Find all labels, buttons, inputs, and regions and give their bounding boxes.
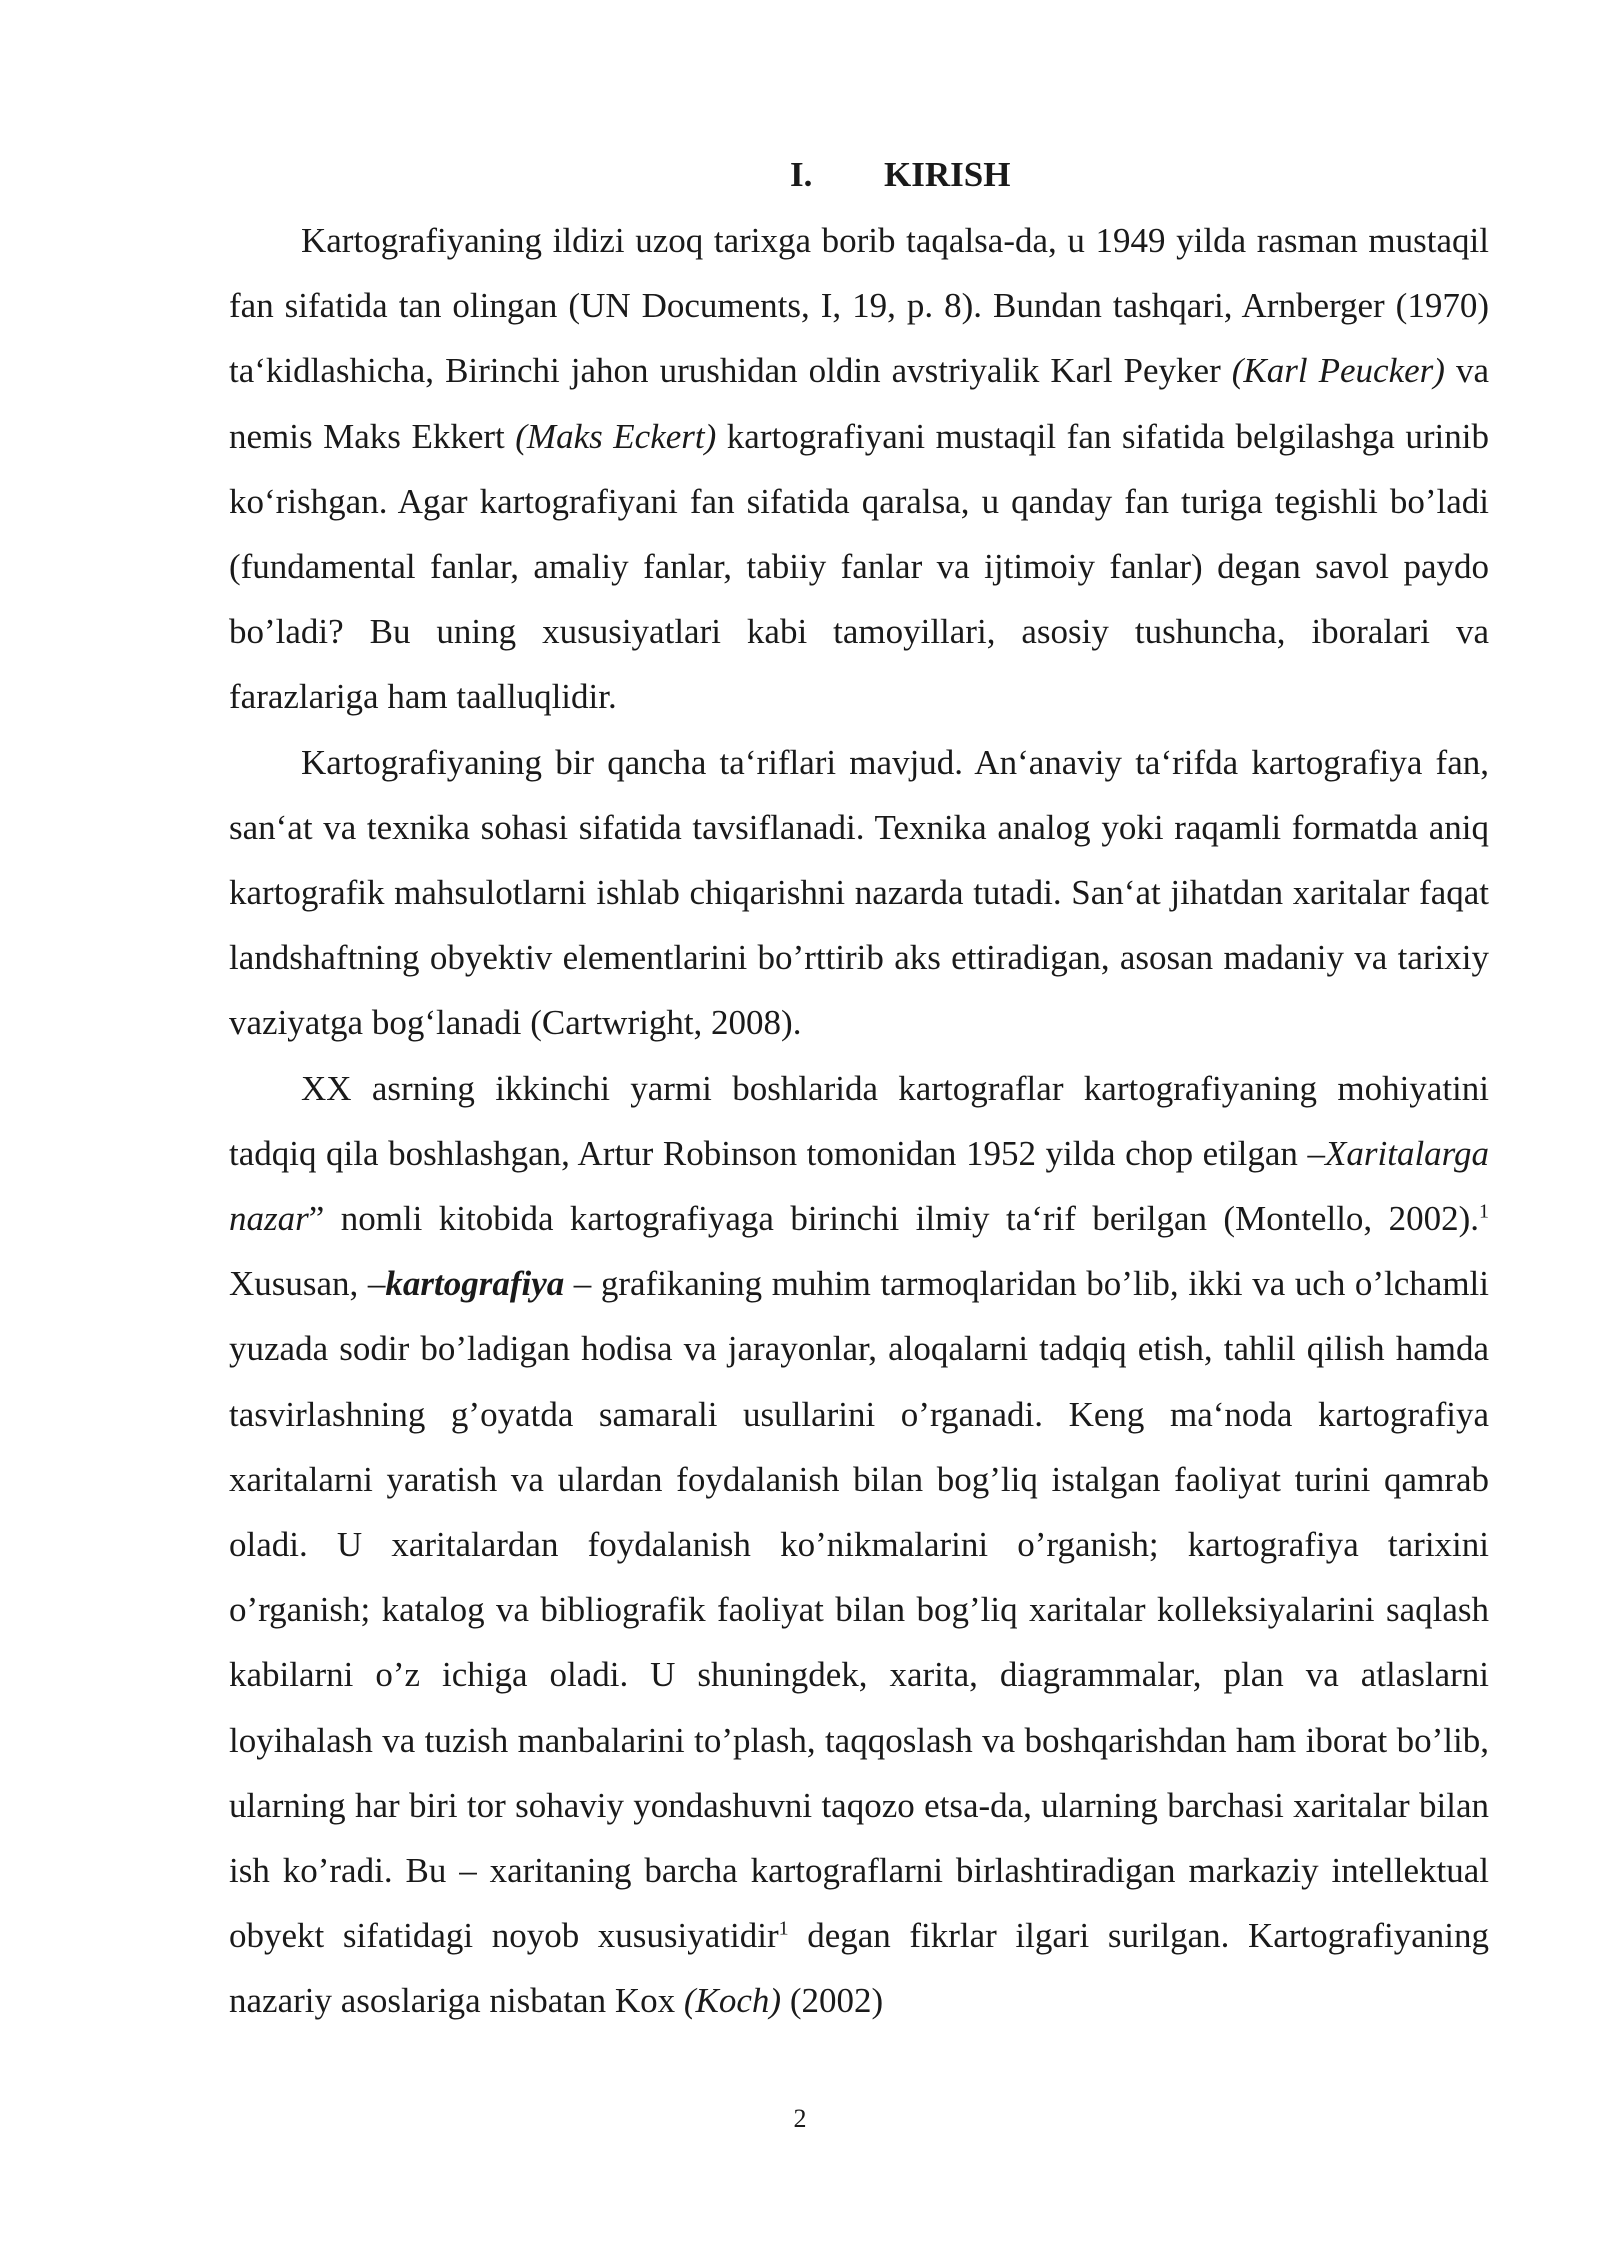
text-run: va nemis Maks Ekkert (229, 351, 1489, 456)
section-title: KIRISH (884, 155, 1011, 194)
text-run: kartografiyani mustaqil fan sifatida belgilashga urinib ko‘rishgan. Agar kartografiyani fan sifatida qaralsa, u qanday fan turiga tegishli bo’ladi (fundamental fanlar, amaliy fanlar, tabiiy fanlar va ijtimoiy fanlar) degan savol paydo bo’ladi? Bu uning xususiyatlari kabi tamoyillari, asosiy tushuncha, iboralari va farazlariga ham taalluqlidir. (229, 416, 1489, 717)
footnote-marker: 1 (778, 1917, 789, 1940)
footnote-marker: 1 (1479, 1200, 1489, 1223)
italic-text: (Koch) (683, 1981, 782, 2021)
text-run: Kartografiyaning ildizi uzoq tarixga borib taqalsa-da, u 1949 yilda rasman mustaqil fan sifatida tan olingan (UN Documents, I, 19, p. 8). Bundan tashqari, Arnberger (1970) ta‘kidlashicha, Birinchi jahon urushidan oldin avstriyalik Karl Peyker (229, 221, 1489, 391)
italic-text: Xaritalarga nazar (229, 1133, 1489, 1239)
text-run: Kartografiyaning bir qancha ta‘riflari mavjud. An‘anaviy ta‘rifda kartografiya fan, san‘at va texnika sohasi sifatida tavsiflanadi. Texnika analog yoki raqamli formatda aniq kartografik mahsulotlarni ishlab chiqarishni nazarda tutadi. San‘at jihatdan xaritalar faqat landshaftning obyektiv elementlarini bo’rttirib aks ettiradigan, asosan madaniy va tarixiy vaziyatga bog‘lanadi (Cartwright, 2008). (229, 742, 1489, 1043)
body-text (229, 208, 1489, 2034)
bold-italic-term: kartografiya (385, 1264, 565, 1304)
italic-text: (Maks Eckert) (515, 416, 717, 456)
text-run: Xususan, – (229, 1264, 386, 1304)
text-run: (2002) (781, 1981, 884, 2021)
text-run: degan fikrlar ilgari surilgan. Kartografiyaning nazariy asoslariga nisbatan Kox (229, 1916, 1489, 2021)
page-number: 2 (793, 2104, 807, 2133)
italic-text: (Karl Peucker) (1231, 351, 1445, 391)
section-number: I. (790, 155, 813, 194)
text-run: – grafikaning muhim tarmoqlaridan bo’lib, ikki va uch o’lchamli yuzada sodir bo’ladigan hodisa va jarayonlar, aloqalarni tadqiq etish, tahlil qilish hamda tasvirlashning g’oyatda samarali usullarini o’rganadi. Keng ma‘noda kartografiya xaritalarni yaratish va ulardan foydalanish bilan bog’liq istalgan faoliyat turini qamrab oladi. U xaritalardan foydalanish ko’nikmalarini o’rganish; kartografiya tarixini o’rganish; katalog va bibliografik faoliyat bilan bog’liq xaritalar kolleksiyalarini saqlash kabilarni o’z ichiga oladi. U shuningdek, xarita, diagrammalar, plan va atlaslarni loyihalash va tuzish manbalarini to’plash, taqqoslash va boshqarishdan ham iborat bo’lib, ularning har biri tor sohaviy yondashuvni taqozo etsa-da, ularning barchasi xaritalar bilan ish ko’radi. Bu – xaritaning barcha kartograflarni birlashtiradigan markaziy intellektual obyekt sifatidagi noyob xususiyatidir (229, 1264, 1489, 1956)
text-run: ” nomli kitobida kartografiyaga birinchi ilmiy ta‘rif berilgan (Montello, 2002). (308, 1199, 1479, 1239)
text-run: XX asrning ikkinchi yarmi boshlarida kartograflar kartografiyaning mohiyatini tadqiq qila boshlashgan, Artur Robinson tomonidan 1952 yilda chop etilgan – (229, 1068, 1489, 1173)
paragraph-3 (229, 1056, 1489, 2034)
paragraph-1 (229, 208, 1489, 730)
paragraph-2 (229, 730, 1489, 1056)
